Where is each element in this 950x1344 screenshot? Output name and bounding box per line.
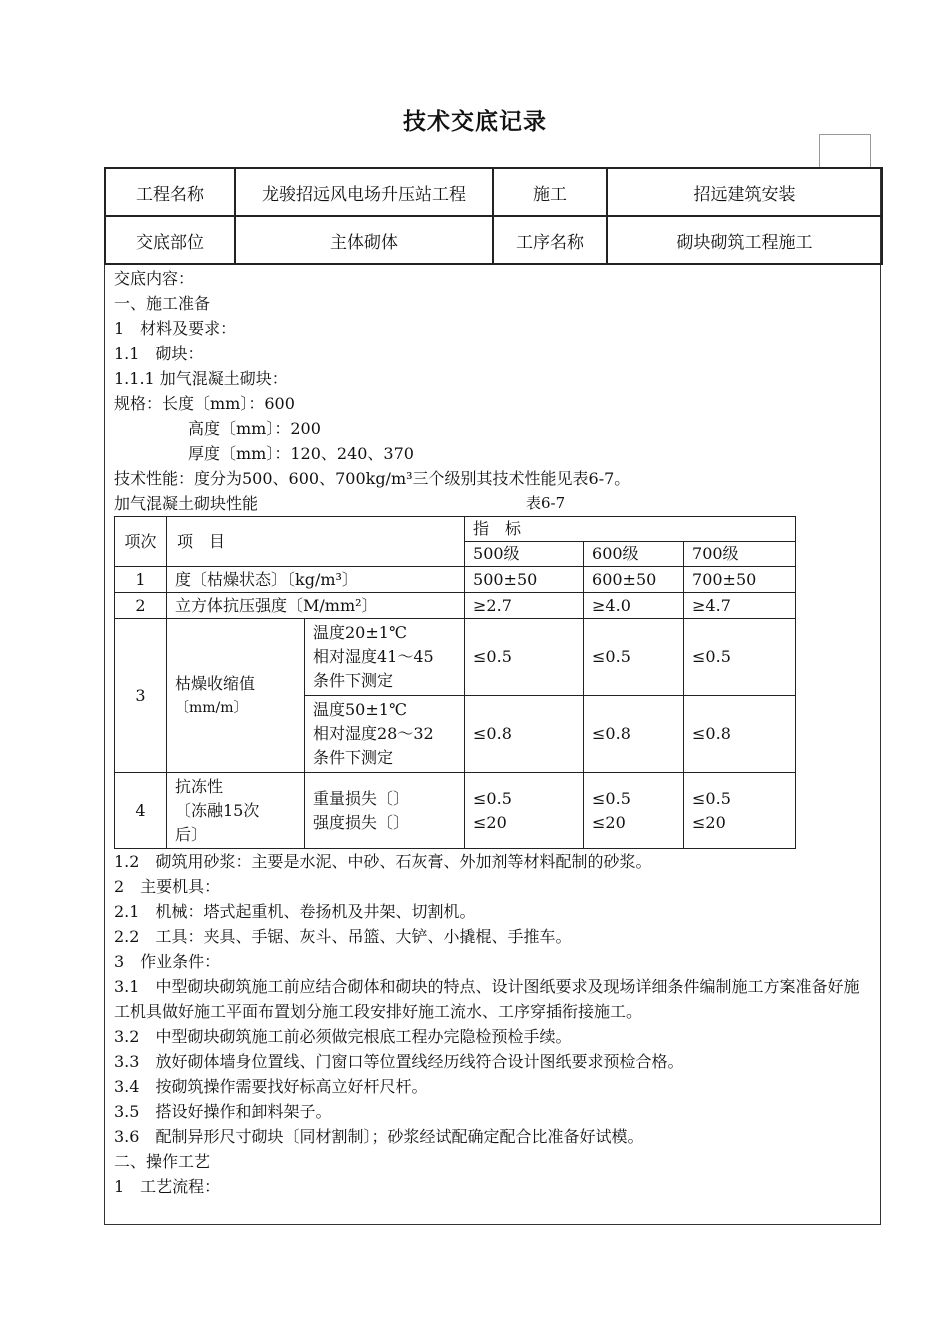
- paragraph: 3.3 放好砌体墙身位置线、门窗口等位置线经历线符合设计图纸要求预检合格。: [114, 1052, 684, 1071]
- col-head-item: 项 目: [167, 517, 465, 567]
- corner-box: [819, 134, 871, 168]
- part-label: 交底部位: [105, 216, 235, 264]
- grade-head: 500级: [465, 542, 584, 567]
- row-value: [584, 773, 684, 849]
- perf-text: 技术性能：度分为500、600、700kg/m³三个级别其技术性能见表6-7。: [114, 469, 631, 488]
- paragraph: 1.2 砌筑用砂浆：主要是水泥、中砂、石灰膏、外加剂等材料配制的砂浆。: [114, 852, 652, 871]
- paragraph: 2.2 工具：夹具、手锯、灰斗、吊篮、大铲、小撬棍、手推车。: [114, 927, 572, 946]
- paragraph: 3.1 中型砌块砌筑施工前应结合砌体和砌块的特点、设计图纸要求及现场详细条件编制施工方案准备好施工机具做好施工平面布置划分施工段安排好施工流水、工序穿插衔接施工。: [114, 977, 860, 1021]
- grade-head: 700级: [684, 542, 796, 567]
- value-line: ≤20: [592, 812, 626, 832]
- condition-line: 温度50±1℃: [313, 700, 407, 719]
- condition-line: 相对湿度41～45: [313, 647, 434, 666]
- table-row: [115, 593, 796, 619]
- row-value: [684, 773, 796, 849]
- contractor-label: 施工: [493, 168, 607, 216]
- value-line: ≤0.5: [692, 788, 731, 808]
- row-value: 500±50: [465, 567, 584, 593]
- row-value: ≤0.5: [465, 619, 584, 696]
- paragraph: 3.6 配制异形尺寸砌块〔同材割制〕；砂浆经试配确定配合比准备好试模。: [114, 1127, 644, 1146]
- condition-line: 重量损失〔〕: [313, 788, 410, 808]
- value-line: ≤0.5: [592, 788, 631, 808]
- row-item: [167, 619, 305, 773]
- col-head-no: 项次: [115, 517, 167, 567]
- part-value: 主体砌体: [235, 216, 493, 264]
- condition-line: 条件下测定: [313, 671, 394, 690]
- row-no: 3: [115, 619, 167, 773]
- value-line: ≤20: [692, 812, 726, 832]
- spec-line: 规格：长度〔mm〕：600: [114, 394, 295, 413]
- subsection-heading: 3 作业条件：: [114, 952, 221, 971]
- row-condition: [305, 619, 465, 696]
- row-value: ≤0.5: [684, 619, 796, 696]
- row-value: ≥4.0: [584, 593, 684, 619]
- row-value: ≥2.7: [465, 593, 584, 619]
- row-value: 600±50: [584, 567, 684, 593]
- row-condition: [305, 773, 465, 849]
- table-row: [115, 567, 796, 593]
- table-caption-text: 加气混凝土砌块性能: [114, 494, 259, 513]
- row-value: ≤0.8: [465, 696, 584, 773]
- paragraph: 2.1 机械：塔式起重机、卷扬机及井架、切割机。: [114, 902, 476, 921]
- condition-line: 条件下测定: [313, 748, 394, 767]
- subsection-heading: 1.1 砌块：: [114, 344, 204, 363]
- header-table: [104, 167, 883, 265]
- row-value: 700±50: [684, 567, 796, 593]
- process-value: 砌块砌筑工程施工: [607, 216, 882, 264]
- row-item: 立方体抗压强度〔M/mm²〕: [167, 593, 465, 619]
- row-item-line: 抗冻性: [175, 776, 224, 796]
- project-name-value: 龙骏招远风电场升压站工程: [235, 168, 493, 216]
- row-value: ≤0.8: [684, 696, 796, 773]
- subsection-heading: 1 材料及要求：: [114, 319, 237, 338]
- table-row: [115, 773, 796, 849]
- row-item-unit: 〔mm/m〕: [175, 699, 248, 716]
- value-line: ≤20: [473, 812, 507, 832]
- value-line: ≤0.5: [473, 788, 512, 808]
- row-item-line: 〔冻融15次: [175, 800, 260, 820]
- row-item-line: 后〕: [175, 824, 208, 844]
- section-heading: 二、操作工艺: [114, 1152, 211, 1171]
- table-number: 表6-7: [526, 494, 566, 512]
- col-head-index: 指 标: [465, 517, 796, 542]
- paragraph: 3.5 搭设好操作和卸料架子。: [114, 1102, 332, 1121]
- project-name-label: 工程名称: [105, 168, 235, 216]
- spec-line: 厚度〔mm〕：120、240、370: [188, 444, 414, 463]
- table-row: [115, 619, 796, 696]
- condition-line: 温度20±1℃: [313, 623, 407, 642]
- row-item: [167, 773, 305, 849]
- performance-table: [114, 516, 796, 849]
- row-value: ≥4.7: [684, 593, 796, 619]
- subsection-heading: 2 主要机具：: [114, 877, 221, 896]
- row-condition: [305, 696, 465, 773]
- section-heading: 一、施工准备: [114, 294, 211, 313]
- subsection-heading: 1 工艺流程：: [114, 1177, 221, 1196]
- content-body: [114, 266, 874, 1199]
- row-value: ≤0.5: [584, 619, 684, 696]
- row-item-line: 枯燥收缩值: [175, 673, 256, 693]
- grade-head: 600级: [584, 542, 684, 567]
- header-row: [105, 216, 882, 264]
- paragraph: 3.4 按砌筑操作需要找好标高立好杆尺杆。: [114, 1077, 428, 1096]
- row-no: 1: [115, 567, 167, 593]
- row-no: 2: [115, 593, 167, 619]
- row-value: [465, 773, 584, 849]
- condition-line: 相对湿度28～32: [313, 724, 434, 743]
- contractor-value: 招远建筑安装: [607, 168, 882, 216]
- row-item: 度〔枯燥状态〕〔kg/m³〕: [167, 567, 465, 593]
- paragraph: 3.2 中型砌块砌筑施工前必须做完根底工程办完隐检预检手续。: [114, 1027, 572, 1046]
- subsection-heading: 1.1.1 加气混凝土砌块：: [114, 369, 288, 388]
- condition-line: 强度损失〔〕: [313, 812, 410, 832]
- spec-line: 高度〔mm〕：200: [188, 419, 321, 438]
- table-caption: [114, 491, 874, 516]
- header-row: [105, 168, 882, 216]
- process-label: 工序名称: [493, 216, 607, 264]
- page-title: 技术交底记录: [403, 109, 547, 135]
- row-no: 4: [115, 773, 167, 849]
- intro-line: 交底内容：: [114, 269, 195, 288]
- row-value: ≤0.8: [584, 696, 684, 773]
